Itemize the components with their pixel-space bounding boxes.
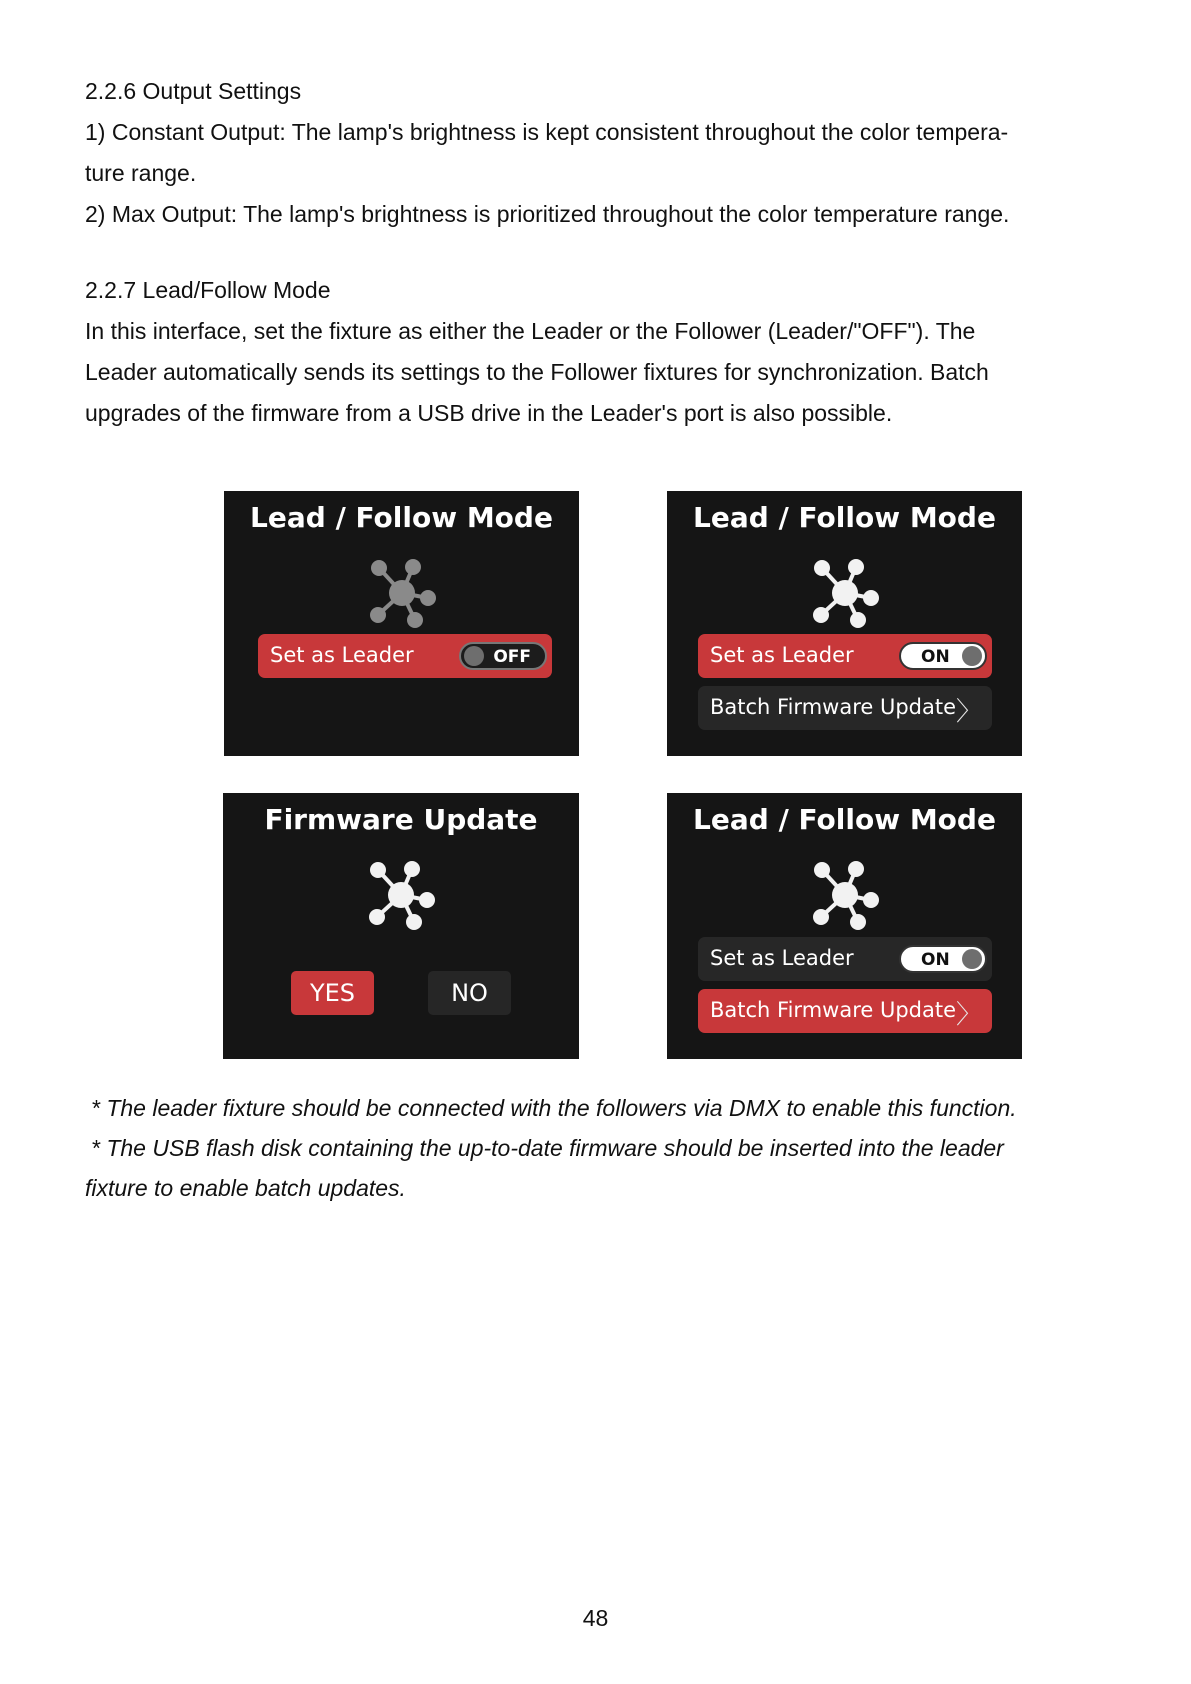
- set-as-leader-label: Set as Leader: [710, 946, 854, 970]
- toggle-knob: [962, 949, 982, 969]
- note-usb: * The USB flash disk containing the up-to-date firmware should be inserted into the leader: [91, 1135, 1004, 1161]
- toggle-knob: [962, 646, 982, 666]
- set-as-leader-row[interactable]: [258, 634, 552, 678]
- set-as-leader-row[interactable]: [698, 937, 992, 981]
- toggle-state: OFF: [493, 647, 531, 667]
- screen-title: Lead / Follow Mode: [693, 803, 996, 836]
- set-as-leader-row[interactable]: [698, 634, 992, 678]
- network-hub-icon: [805, 551, 885, 631]
- batch-firmware-update-label: Batch Firmware Update: [710, 695, 957, 719]
- no-button[interactable]: NO: [428, 971, 511, 1015]
- paragraph-line: 2) Max Output: The lamp's brightness is prioritized throughout the color temperature range.: [85, 201, 1010, 227]
- network-hub-icon: [362, 551, 442, 631]
- yes-button[interactable]: YES: [291, 971, 374, 1015]
- screen-firmware-update: [223, 793, 579, 1059]
- set-as-leader-label: Set as Leader: [710, 643, 854, 667]
- leader-toggle[interactable]: [459, 642, 547, 670]
- section-heading-lead-follow: 2.2.7 Lead/Follow Mode: [85, 277, 331, 303]
- screen-title: Lead / Follow Mode: [250, 501, 553, 534]
- screen-lead-follow-batch-selected: [667, 793, 1022, 1059]
- batch-firmware-update-row[interactable]: [698, 989, 992, 1033]
- screen-title: Lead / Follow Mode: [693, 501, 996, 534]
- page-number: 48: [582, 1605, 609, 1631]
- network-hub-icon: [805, 853, 885, 933]
- batch-firmware-update-label: Batch Firmware Update: [710, 998, 957, 1022]
- screen-title: Firmware Update: [264, 803, 538, 836]
- chevron-right-icon: 〉: [955, 1000, 982, 1030]
- section-heading-output-settings: 2.2.6 Output Settings: [85, 78, 302, 104]
- set-as-leader-label: Set as Leader: [270, 643, 414, 667]
- batch-firmware-update-row[interactable]: [698, 686, 992, 730]
- note-dmx: * The leader fixture should be connected with the followers via DMX to enable this function.: [91, 1095, 1017, 1121]
- paragraph-line: In this interface, set the fixture as either the Leader or the Follower (Leader/"OFF"). The: [85, 318, 976, 344]
- toggle-state: ON: [921, 647, 950, 667]
- toggle-state: ON: [921, 950, 950, 970]
- network-hub-icon: [361, 853, 441, 933]
- leader-toggle[interactable]: [899, 642, 987, 670]
- paragraph-line: 1) Constant Output: The lamp's brightness is kept consistent throughout the color tempera-: [85, 119, 1009, 145]
- paragraph-line: Leader automatically sends its settings to the Follower fixtures for synchronization. Batch: [85, 359, 989, 385]
- screen-lead-follow-off: [224, 491, 579, 756]
- chevron-right-icon: 〉: [955, 697, 982, 727]
- paragraph-line: upgrades of the firmware from a USB drive in the Leader's port is also possible.: [85, 400, 893, 426]
- note-usb-continued: fixture to enable batch updates.: [85, 1175, 406, 1201]
- toggle-knob: [464, 646, 484, 666]
- paragraph-line: ture range.: [85, 160, 197, 186]
- leader-toggle[interactable]: [899, 945, 987, 973]
- screen-lead-follow-on: [667, 491, 1022, 756]
